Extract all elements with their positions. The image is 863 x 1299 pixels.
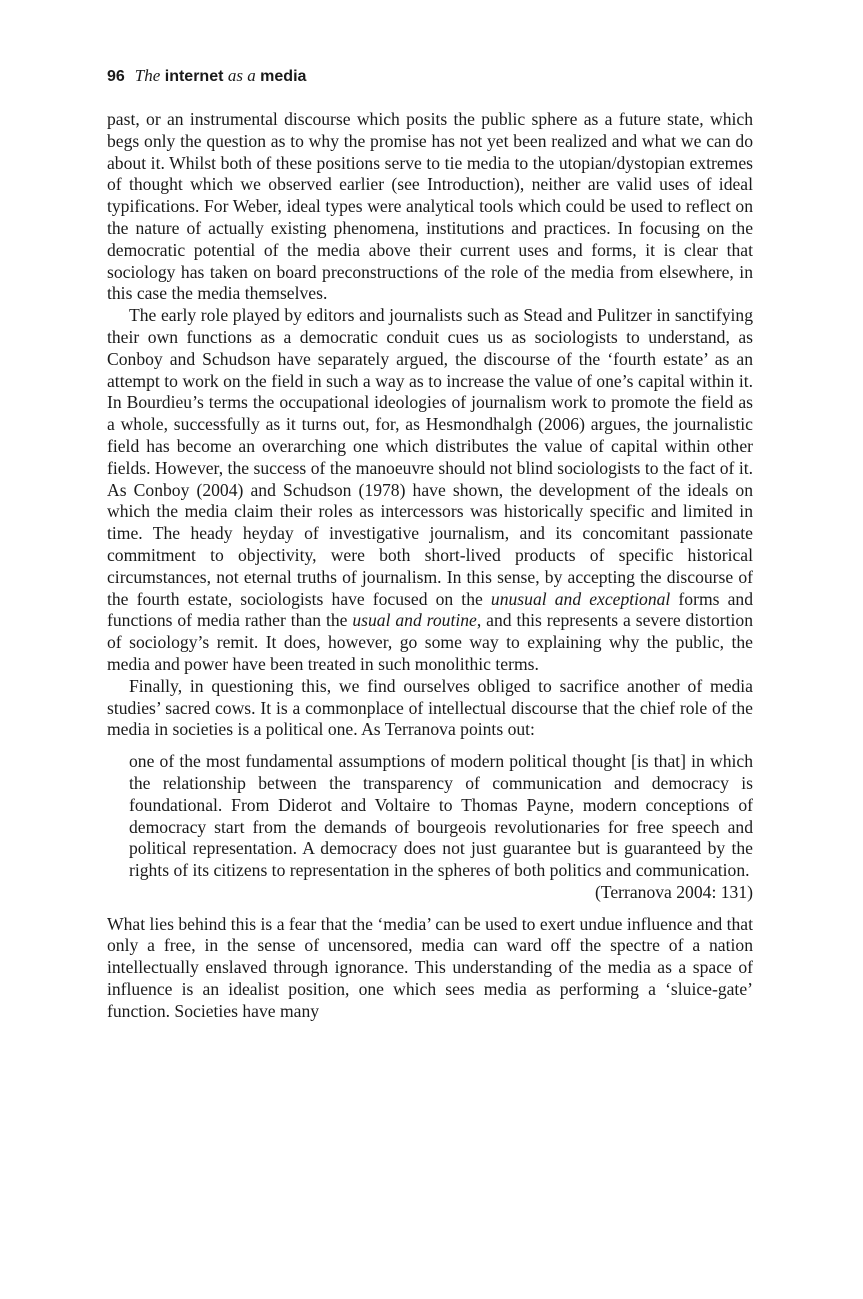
emphasis-unusual-exceptional: unusual and exceptional [490, 588, 671, 609]
running-head [107, 66, 753, 87]
paragraph-3: Finally, in questioning this, we find ourselves obliged to sacrifice another of media studies’ sacred cows. It is a commonplace of intellectual discourse that the chief role of the media in societies is a political one. As Terranova points out: [107, 675, 753, 740]
quote-citation: (Terranova 2004: 131) [594, 881, 753, 902]
running-title-bold-1: internet [160, 68, 228, 85]
paragraph-4: What lies behind this is a fear that the ‘media’ can be used to exert undue influence and that only a free, in the sense of uncensored, media can ward off the spectre of a nation intellectually enslaved through ignorance. This understanding of the media as a space of influence is an idealist position, one which sees media as performing a ‘sluice-gate’ function. Societies have many [107, 913, 753, 1021]
paragraph-1: past, or an instrumental discourse which posits the public sphere as a future state, which begs only the question as to why the promise has not yet been realized and what we can do about it. Whilst both of these positions serve to tie media to the utopian/dystopian extremes of thought which we observed earlier (see Introduction), neither are valid uses of ideal typifications. For Weber, ideal types were analytical tools which could be used to reflect on the nature of actually existing phenomena, institutions and practices. In focusing on the democratic potential of the media above their current uses and forms, it is clear that sociology has taken on board preconstructions of the role of the media from elsewhere, in this case the media themselves. [107, 109, 753, 304]
paragraph-2-text-c: , and this represents a severe distortion of sociology’s remit. It does, however, go some way to explaining why the public, the media and power have been treated in such monolithic terms. [107, 610, 754, 674]
running-title-bold-2: media [255, 68, 307, 85]
page-number: 96 [107, 68, 125, 85]
paragraph-2 [107, 305, 753, 676]
body-text-continued [107, 914, 753, 1023]
emphasis-usual-routine: usual and routine [352, 610, 477, 631]
body-text [107, 109, 753, 741]
running-title-italic-2: as a [227, 66, 256, 85]
paragraph-2-text-a: The early role played by editors and journalists such as Stead and Pulitzer in sanctifying their own functions as a democratic conduit cues us as sociologists to understand, as Conboy and Schudson have separately argued, the discourse of the ‘fourth estate’ as an attempt to work on the field in such a way as to increase the value of one’s capital within it. In Bourdieu’s terms the occupational ideologies of journalism work to promote the field as a whole, successfully as it turns out, for, as Hesmondhalgh (2006) argues, the journalistic field has become an overarching one which distributes the value of capital within other fields. However, the success of the manoeuvre should not blind sociologists to the fact of it. As Conboy (2004) and Schudson (1978) have shown, the development of the ideals on which the media claim their roles as intercessors was historically specific and limited in time. The heady heyday of investigative journalism, and its concomitant passionate commitment to objectivity, were both short-lived products of specific historical circumstances, not eternal truths of journalism. In this sense, by accepting the discourse of the fourth estate, sociologists have focused on the [107, 305, 753, 609]
quote-text: one of the most fundamental assumptions of modern political thought [is that] in which the relationship between the transparency of communication and democracy is foundational. From Diderot and Voltaire to Thomas Payne, modern conceptions of democracy start from the demands of bourgeois revolutionaries for free speech and political representation. A democracy does not just guarantee but is guaranteed by the rights of its citizens to representation in the spheres of both politics and communication. [129, 751, 753, 881]
book-page [107, 66, 753, 1023]
running-title-italic-1: The [134, 66, 161, 85]
paragraph-2-text-b: forms and functions of media rather than the [107, 588, 753, 631]
block-quote [129, 751, 753, 904]
